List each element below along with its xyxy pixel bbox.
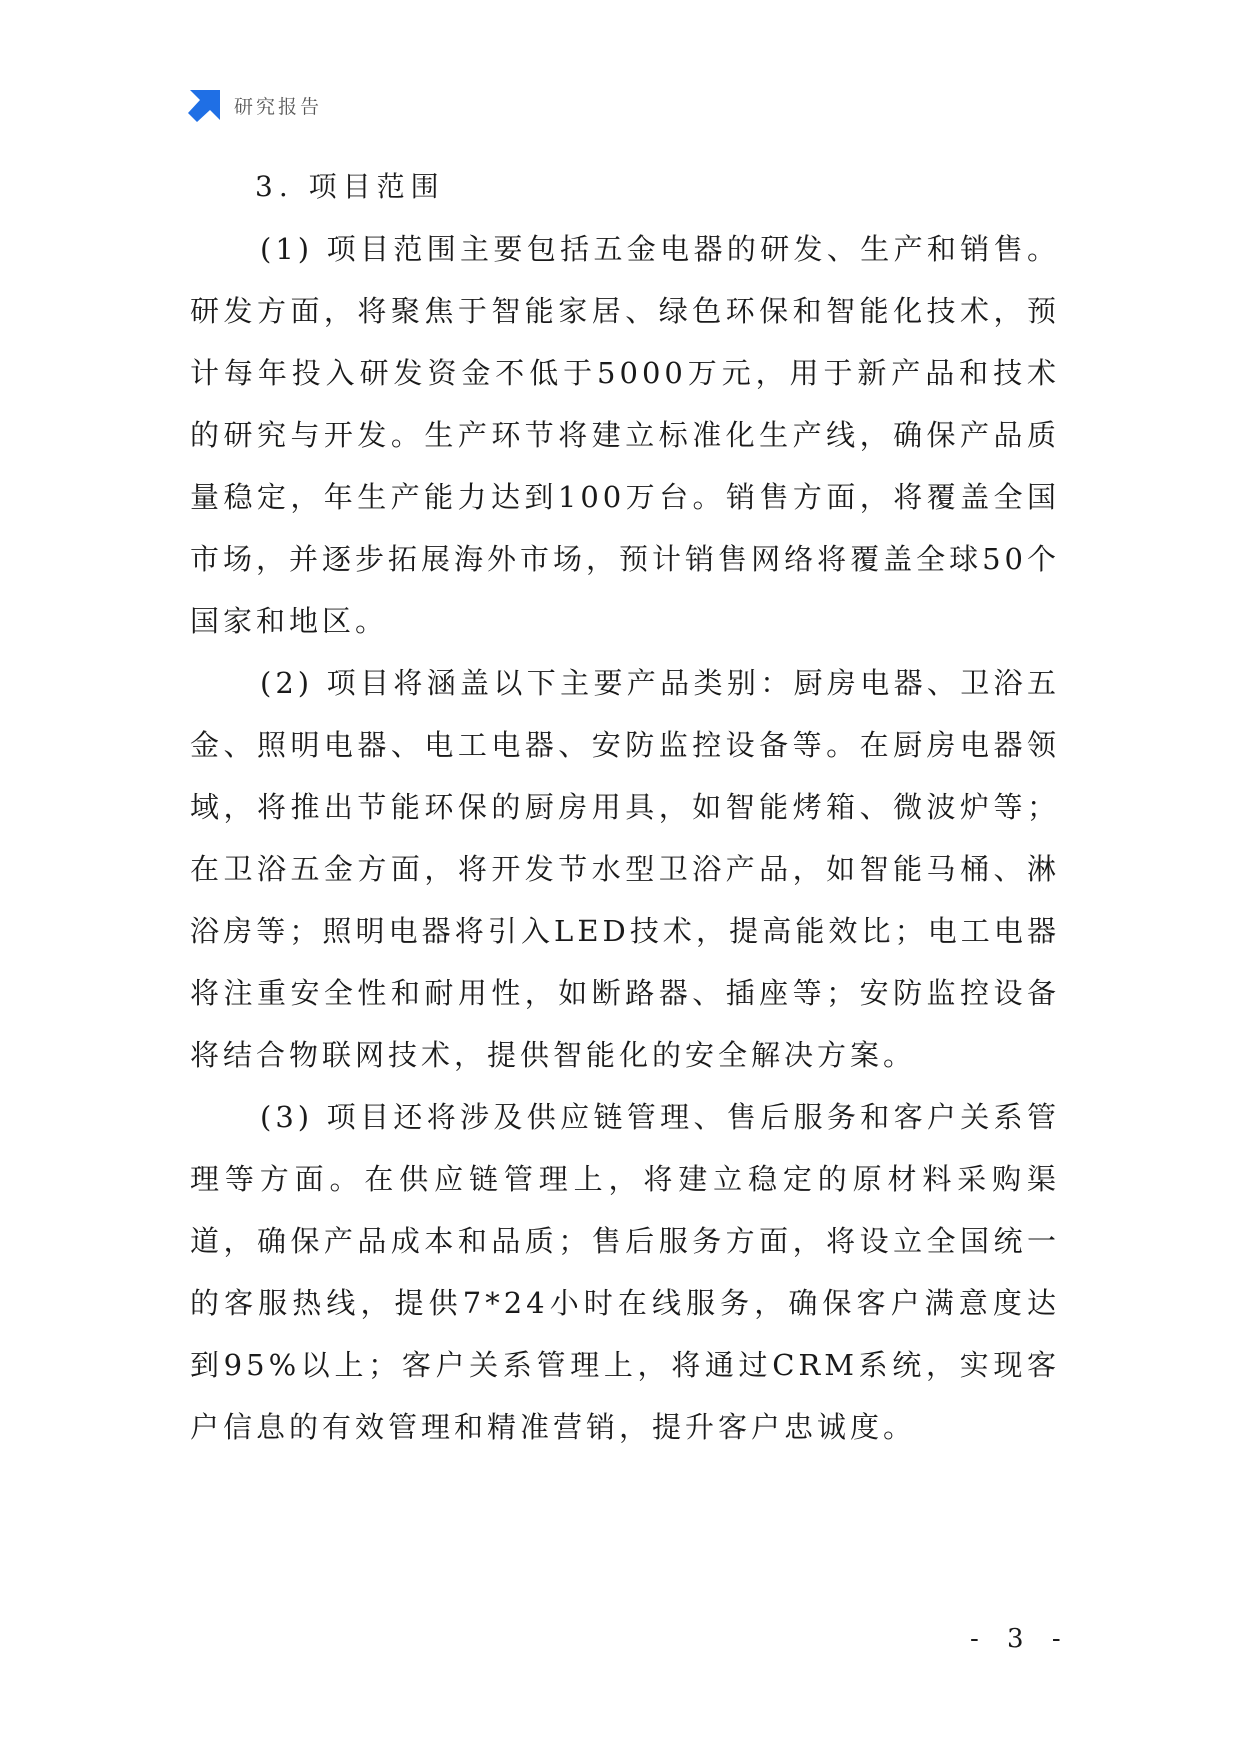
paragraph-2: (2) 项目将涵盖以下主要产品类别：厨房电器、卫浴五金、照明电器、电工电器、安防监控设备等。在厨房电器领域，将推出节能环保的厨房用具，如智能烤箱、微波炉等；在卫浴五金方面，将开发节水型卫浴产品，如智能马桶、淋浴房等；照明电器将引入LED技术，提高能效比；电工电器将注重安全性和耐用性，如断路器、插座等；安防监控设备将结合物联网技术，提供智能化的安全解决方案。 [190, 666, 1060, 1072]
page-number: - 3 - [970, 1624, 1071, 1654]
arrow-up-right-icon [188, 88, 222, 122]
header-label: 研究报告 [234, 95, 323, 118]
section-heading: 3. 项目范围 [255, 170, 445, 203]
paragraph-1: (1) 项目范围主要包括五金电器的研发、生产和销售。研发方面，将聚焦于智能家居、绿色环保和智能化技术，预计每年投入研发资金不低于5000万元，用于新产品和技术的研究与开发。生产环节将建立标准化生产线，确保产品质量稳定，年生产能力达到100万台。销售方面，将覆盖全国市场，并逐步拓展海外市场，预计销售网络将覆盖全球50个国家和地区。 [190, 232, 1060, 638]
page-header [188, 88, 322, 122]
paragraph-3: (3) 项目还将涉及供应链管理、售后服务和客户关系管理等方面。在供应链管理上，将建立稳定的原材料采购渠道，确保产品成本和品质；售后服务方面，将设立全国统一的客服热线，提供7*24小时在线服务，确保客户满意度达到95%以上；客户关系管理上，将通过CRM系统，实现客户信息的有效管理和精准营销，提升客户忠诚度。 [190, 1100, 1060, 1444]
body-text [190, 218, 1060, 1458]
